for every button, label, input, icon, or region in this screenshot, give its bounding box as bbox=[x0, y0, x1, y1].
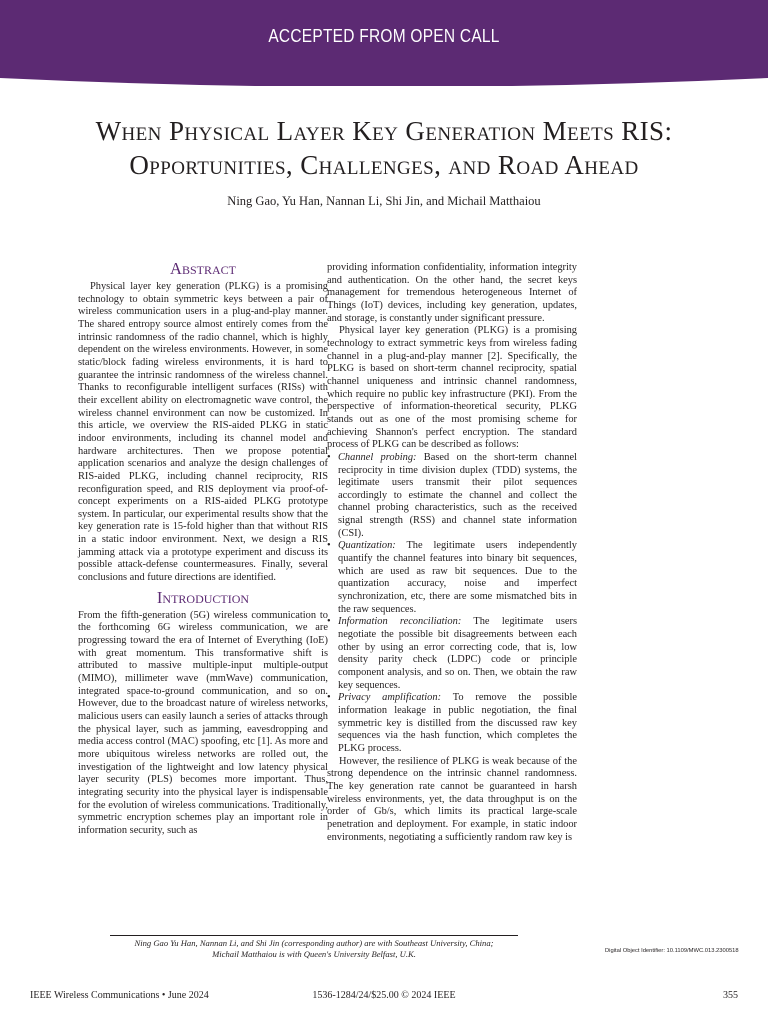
bullet-icon: • bbox=[327, 451, 331, 463]
author-affiliation-footnote bbox=[110, 938, 518, 960]
footnote-line-2: Michail Matthaiou is with Queen's University Belfast, U.K. bbox=[212, 949, 416, 959]
page-number: 355 bbox=[723, 990, 738, 1001]
list-item-text: Based on the short-term channel reciprocity in time division duplex (TDD) systems, the legitimate users transmit their pilot sequences accordingly to estimate the channel and collect the channel probing characteristics, such as the received signal strength (RSS) and channel state information (CSI). bbox=[338, 451, 577, 539]
list-item-term: Privacy amplification: bbox=[338, 692, 442, 704]
banner-label: ACCEPTED FROM OPEN CALL bbox=[268, 26, 500, 46]
list-item-text: The legitimate users negotiate the possible bit disagreements between each other by using an error correcting code, that is, low density parity check (LDPC) code or principle component analysis, and so on. Then, we obtain the raw key sequences. bbox=[338, 616, 577, 691]
introduction-text: From the fifth-generation (5G) wireless communication to the forthcoming 6G wireless communication, we are progressing toward the era of Internet of Everything (IoE) with great momentum. This transformative shift is attributed to massive multiple-input multiple-output (MIMO), millimeter wave (mmWave) communication, integrated space-to-ground communication, and so on. However, due to the broadcast nature of wireless networks, malicious users can easily launch a series of attacks through the physical layer, such as jamming, eavesdropping and media access control (MAC) spoofing, etc [1]. As more and more ubiquitous wireless networks are rolled out, the investigation of the lightweight and low latency physical layer security (PLS) becomes more important. Thus, integrating security into the physical layer is indispensable for the evolution of wireless communications. Traditionally, symmetric encryption schemes play an important role in information security, such as bbox=[78, 609, 328, 836]
list-item bbox=[327, 616, 577, 692]
bullet-icon: • bbox=[327, 616, 331, 628]
journal-info: IEEE Wireless Communications • June 2024 bbox=[30, 990, 209, 1001]
plkg-process-list bbox=[327, 452, 577, 756]
right-column bbox=[327, 262, 577, 844]
list-item bbox=[327, 452, 577, 541]
list-item-text: To remove the possible information leakage in public negotiation, the final symmetric key is distilled from the discussed raw key sequences via the hash function, which completes the PLKG process. bbox=[338, 692, 577, 754]
body-paragraph-3: However, the resilience of PLKG is weak because of the strong dependence on the intrinsic channel randomness. The key generation rate cannot be guaranteed in harsh wireless environments, yet, the data throughput is on the order of Gb/s, which limits its practical large-scale penetration and deployment. For example, in static indoor environments, negotiating a sufficiently random raw key is bbox=[327, 755, 577, 843]
list-item-term: Quantization: bbox=[338, 540, 396, 552]
title-line-1: When Physical Layer Key Generation Meets RIS: bbox=[95, 116, 673, 146]
article-title bbox=[40, 114, 728, 182]
list-item-term: Information reconciliation: bbox=[338, 616, 462, 628]
footnote-line-1: Ning Gao Yu Han, Nannan Li, and Shi Jin (corresponding author) are with Southeast University, China; bbox=[134, 938, 494, 948]
abstract-text: Physical layer key generation (PLKG) is a promising technology to obtain symmetric keys between a pair of wireless communication users in a plug-and-play manner. The shared entropy source almost entirely comes from the intrinsic randomness of the radio channel, which is highly dependent on the wireless environments. However, in some static/block fading wireless environments, it is hard to guarantee the intrinsic randomness of the wireless channel. Thanks to reconfigurable intelligent surfaces (RISs) with their excellent ability on electromagnetic wave control, the wireless channel environment can now be customized. In this article, we overview the RIS-aided PLKG in static indoor environments, including its channel model and hardware architectures. Then we propose potential application scenarios and analyze the design challenges of RIS-aided PLKG, including channel reciprocity, RIS reconfiguration speed, and RIS deployment via proof-of-concept experiments on a RIS-aided PLKG prototype system. In particular, our experimental results show that the key generation rate is 15-fold higher than that without RIS in a static indoor environment. Next, we design a RIS jamming attack via a prototype experiment and discuss its possible attack-defense countermeasures. Finally, several conclusions and future directions are identified. bbox=[78, 281, 328, 584]
title-line-2: Opportunities, Challenges, and Road Ahead bbox=[129, 150, 639, 180]
list-item-text: The legitimate users independently quantify the channel features into binary bit sequences, which are used as raw bit sequences. Due to the quantization accuracy, noise and imperfect synchronization, etc, there are some mismatched bits in the raw sequences. bbox=[338, 540, 577, 615]
abstract-heading: Abstract bbox=[170, 259, 236, 278]
left-column bbox=[78, 256, 328, 838]
header-banner bbox=[0, 0, 768, 86]
introduction-heading: Introduction bbox=[156, 587, 250, 607]
doi-text: Digital Object Identifier: 10.1109/MWC.013.2300518 bbox=[605, 948, 739, 954]
author-list: Ning Gao, Yu Han, Nannan Li, Shi Jin, and Michail Matthaiou bbox=[227, 194, 541, 208]
list-item bbox=[327, 692, 577, 755]
copyright-info: 1536-1284/24/$25.00 © 2024 IEEE bbox=[312, 990, 456, 1001]
bullet-icon: • bbox=[327, 692, 331, 704]
body-paragraph-1: providing information confidentiality, information integrity and authentication. On the other hand, the secret keys management for tremendous heterogeneous Internet of Things (IoT) devices, including key generation, updates, and storage, is constantly under significant pressure. bbox=[327, 262, 577, 324]
list-item-term: Channel probing: bbox=[338, 451, 417, 463]
body-paragraph-2: Physical layer key generation (PLKG) is a promising technology to extract symmetric keys from wireless fading channel in a plug-and-play manner [2]. Specifically, the PLKG is based on short-term channel reciprocity, spatial channel uniqueness and intrinsic channel randomness, which require no public key infrastructure (PKI). From the perspective of information-theoretical security, PLKG stands out as one of the most promising scheme for achieving Shannon's perfect encryption. The standard process of PLKG can be described as follows: bbox=[327, 325, 577, 451]
footnote-divider bbox=[110, 935, 518, 936]
bullet-icon: • bbox=[327, 540, 331, 552]
list-item bbox=[327, 540, 577, 616]
